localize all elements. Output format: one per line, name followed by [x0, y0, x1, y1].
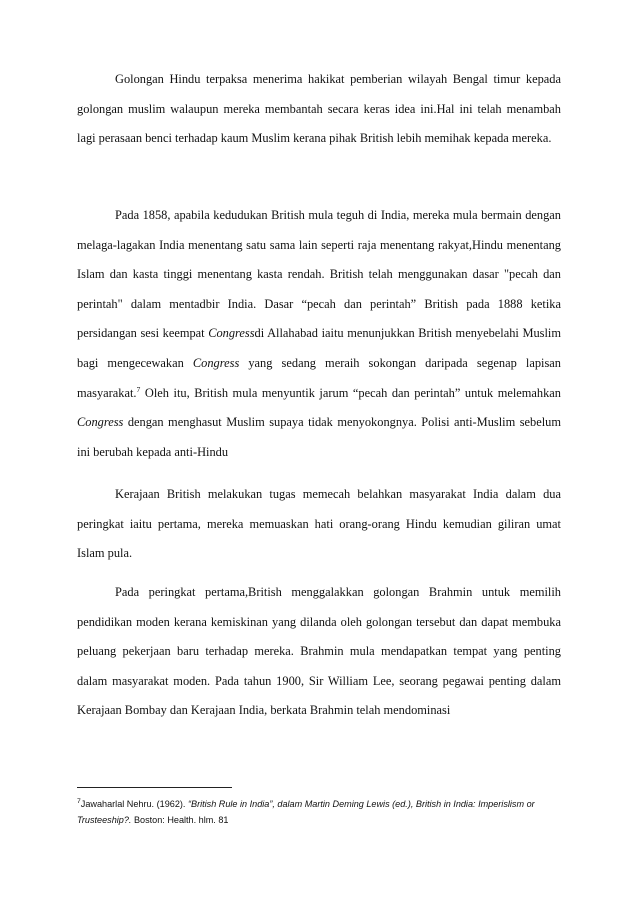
italic-text: Congress [192, 355, 240, 370]
paragraph [77, 578, 561, 726]
footnote-separator [77, 787, 232, 788]
text-run: yang sedang meraih sokongan daripada segenap lapisan masyarakat. [77, 355, 561, 400]
text-run: dengan menghasut Muslim supaya tidak menyokongnya. Polisi anti-Muslim sebelum ini berubah kepada anti-Hindu [77, 415, 561, 459]
paragraph [77, 480, 561, 569]
text-run: Pada 1858, apabila kedudukan British mula teguh di India, mereka mula bermain dengan melaga-lagakan India menentang satu sama lain seperti raja menentang rakyat,Hindu menentang Islam dan kasta tinggi menentang kasta rendah. British telah menggunakan dasar "pecah dan perintah" dalam mentadbir India. Dasar “pecah dan perintah” British pada 1888 ketika persidangan sesi keempat [77, 208, 561, 341]
footnote [77, 796, 567, 828]
text-run: Kerajaan British melakukan tugas memecah belahkan masyarakat India dalam dua peringkat iaitu pertama, mereka memuaskan hati orang-orang Hindu kemudian giliran umat Islam pula. [77, 487, 561, 561]
text-run: Golongan Hindu terpaksa menerima hakikat pemberian wilayah Bengal timur kepada golongan muslim walaupun mereka membantah secara keras idea ini.Hal ini telah menambah lagi perasaan benci terhadap kaum Muslim kerana pihak British lebih memihak kepada mereka. [77, 72, 561, 146]
text-run: Boston: Health. hlm. 81 [131, 815, 229, 825]
footnote-ref: 7 [77, 797, 81, 805]
text-run: Pada peringkat pertama,British menggalakkan golongan Brahmin untuk memilih pendidikan moden kerana kemiskinan yang dilanda oleh golongan tersebut dan dapat membuka peluang pekerjaan baru terhadap mereka. Brahmin mula mendapatkan tempat yang penting dalam masyarakat moden. Pada tahun 1900, Sir William Lee, seorang pegawai penting dalam Kerajaan Bombay dan Kerajaan India, berkata Brahmin telah mendominasi [77, 585, 561, 718]
text-run: di Allahabad iaitu menunjukkan British menyebelahi Muslim bagi mengecewakan [77, 326, 561, 370]
paragraph [77, 65, 561, 154]
italic-text: Congress [208, 326, 255, 341]
text-run: Oleh itu, British mula menyuntik jarum “pecah dan perintah” untuk melemahkan [140, 385, 561, 400]
footnote-ref: 7 [136, 384, 141, 394]
paragraph [77, 201, 561, 467]
italic-text: “British Rule in India”, dalam Martin Deming Lewis (ed.), British in India: Imperislism or Trusteeship?. [77, 799, 535, 825]
text-run: Jawaharlal Nehru. (1962). [80, 799, 188, 809]
italic-text: Congress [77, 415, 124, 430]
